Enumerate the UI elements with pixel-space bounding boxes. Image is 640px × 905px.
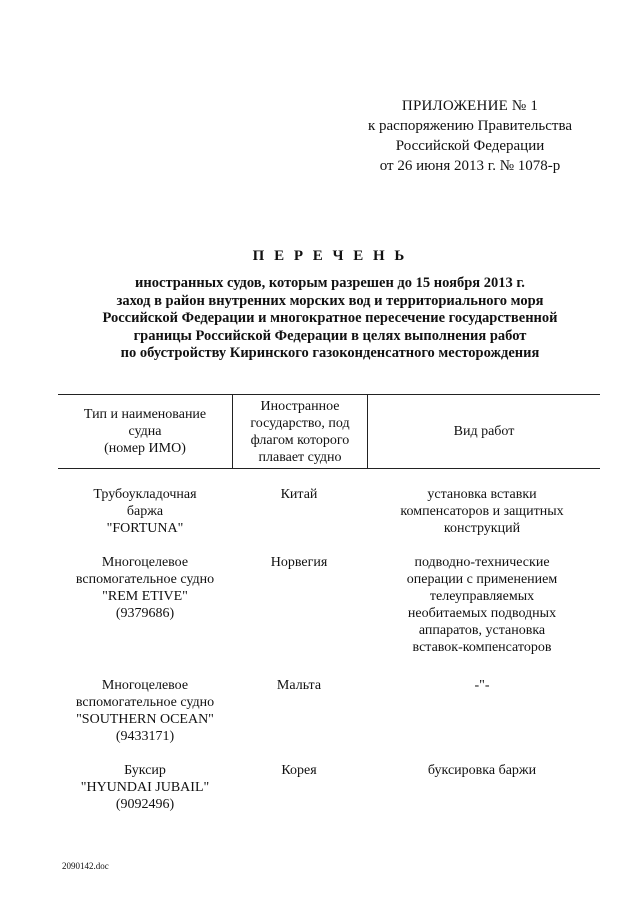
state-cell [232, 486, 366, 537]
cell-line: установка вставки [427, 487, 537, 502]
subtitle-line: по обустройству Киринского газоконденсатного месторождения [120, 345, 540, 361]
work-cell [366, 486, 598, 537]
appendix-line: Российской Федерации [395, 138, 545, 154]
cell-line: аппаратов, установка [418, 623, 546, 638]
cell-line: Норвегия [270, 555, 328, 570]
table-row [58, 677, 600, 745]
cell-line: "HYUNDAI JUBAIL" [80, 780, 210, 795]
header-vessel [58, 395, 232, 468]
vessel-cell [58, 486, 232, 537]
subtitle-line: иностранных судов, которым разрешен до 15 ноября 2013 г. [135, 275, 525, 291]
cell-line: баржа [126, 504, 164, 519]
cell-line: "SOUTHERN OCEAN" [76, 712, 214, 727]
cell-line: Корея [281, 763, 317, 778]
vessel-cell [58, 677, 232, 745]
cell-line: телеуправляемых [429, 589, 535, 604]
header-line: Тип и наименование [83, 407, 207, 422]
header-work-type [368, 395, 600, 468]
cell-line: Многоцелевое [101, 678, 189, 693]
header-line: Вид работ [453, 424, 515, 439]
cell-line: (9379686) [115, 606, 175, 621]
header-line: плавает судно [258, 449, 342, 465]
table-row [58, 554, 600, 656]
cell-line: Мальта [276, 678, 322, 693]
header-line: флагом которого [250, 432, 350, 448]
header-line: (номер ИМО) [104, 441, 186, 456]
document-footer-id: 2090142.doc [62, 861, 109, 871]
cell-line: вспомогательное судно [75, 695, 215, 710]
document-title: П Е Р Е Ч Е Н Ь [252, 248, 408, 264]
appendix-line: от 26 июня 2013 г. № 1078-р [379, 158, 561, 174]
cell-line: вспомогательное судно [75, 572, 215, 587]
cell-line: необитаемых подводных [407, 606, 557, 621]
work-cell [366, 554, 598, 656]
document-heading [60, 248, 600, 363]
state-cell [232, 762, 366, 813]
vessel-cell [58, 554, 232, 656]
cell-line: вставок-компенсаторов [412, 640, 552, 655]
cell-line: подводно-технические [414, 555, 550, 570]
header-flag-state [232, 395, 368, 468]
appendix-line: к распоряжению Правительства [367, 118, 572, 134]
subtitle-line: границы Российской Федерации в целях выполнения работ [133, 327, 527, 344]
cell-line: буксировка баржи [427, 763, 537, 778]
table-row [58, 486, 600, 537]
subtitle-line: Российской Федерации и многократное пересечение государственной [102, 310, 558, 326]
appendix-title: ПРИЛОЖЕНИЕ № 1 [401, 98, 539, 114]
work-cell [366, 677, 598, 745]
vessel-cell [58, 762, 232, 813]
cell-line: "FORTUNA" [106, 521, 184, 536]
cell-line: Многоцелевое [101, 555, 189, 570]
cell-line: Трубоукладочная [93, 487, 197, 502]
work-cell [366, 762, 598, 813]
table-row [58, 762, 600, 813]
cell-line: операции с применением [406, 572, 558, 587]
state-cell [232, 554, 366, 656]
appendix-block [340, 96, 600, 176]
cell-line: Китай [280, 487, 318, 502]
state-cell [232, 677, 366, 745]
subtitle-line: заход в район внутренних морских вод и территориального моря [116, 292, 544, 309]
cell-line: компенсаторов и защитных [400, 504, 564, 519]
header-line: судна [128, 424, 162, 439]
cell-line: конструкций [443, 521, 521, 536]
header-line: Иностранное [260, 398, 340, 414]
cell-line: (9092496) [115, 797, 175, 812]
table-header [58, 394, 600, 469]
header-line: государство, под [250, 415, 350, 431]
cell-line: Буксир [124, 763, 166, 778]
cell-line: (9433171) [115, 729, 175, 744]
cell-line: -"- [474, 678, 490, 693]
cell-line: "REM ETIVE" [102, 589, 188, 604]
vessels-table [58, 394, 600, 812]
document-subtitle [60, 275, 600, 363]
